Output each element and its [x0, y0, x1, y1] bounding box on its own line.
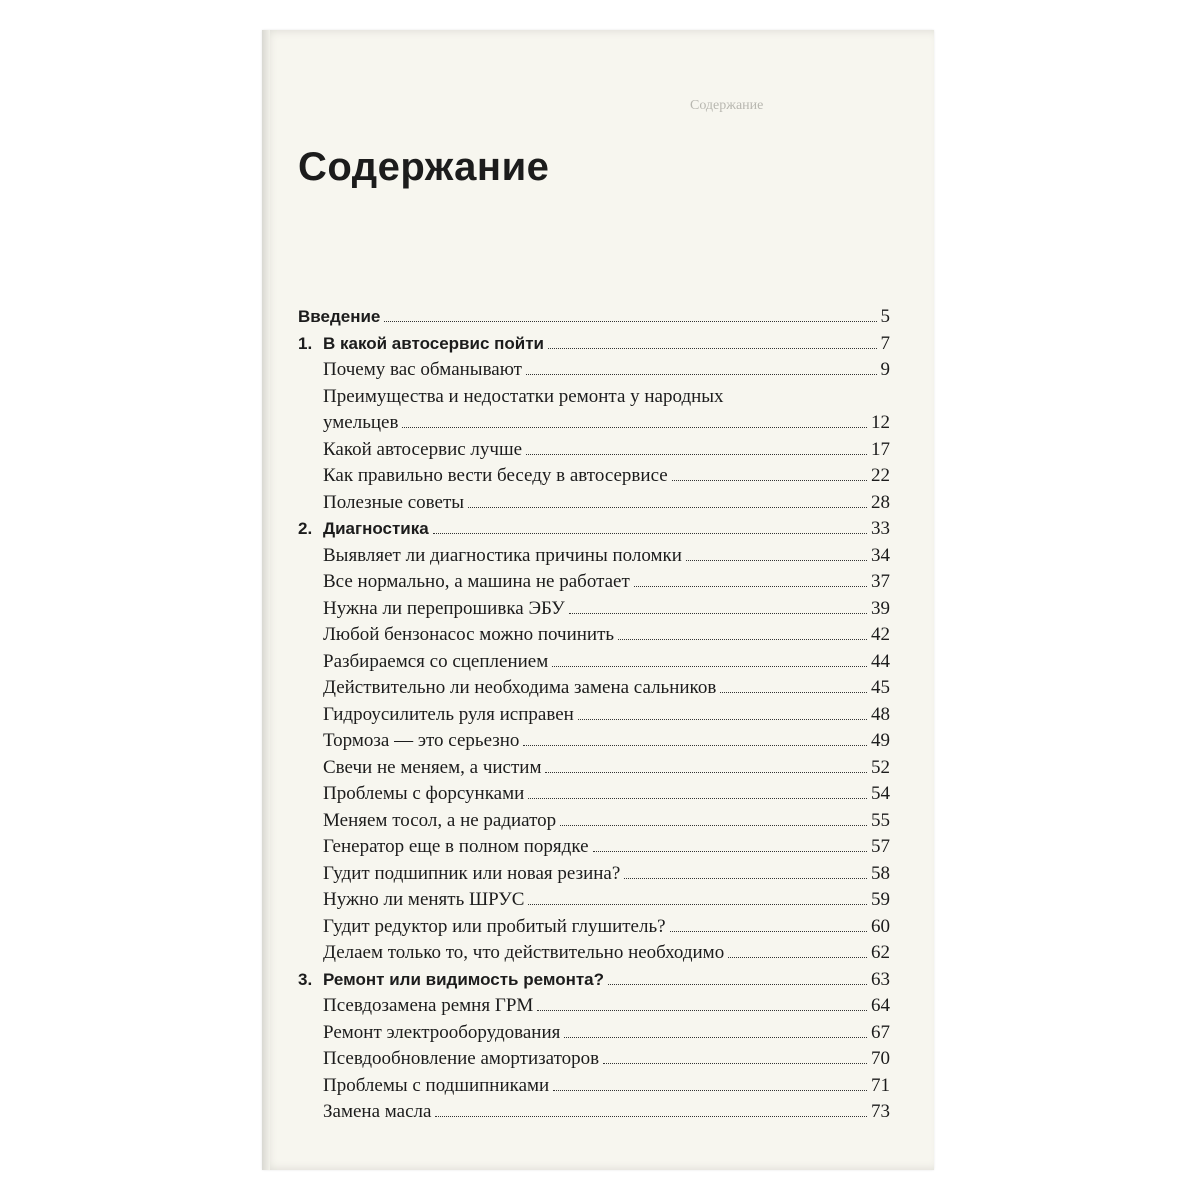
toc-dot-leader — [618, 639, 867, 640]
toc-chapter-entry — [298, 516, 890, 543]
toc-entry-title: Нужно ли менять ШРУС — [323, 889, 525, 910]
toc-page-number: 49 — [871, 730, 890, 751]
table-of-contents — [298, 304, 890, 1126]
toc-page-number: 73 — [871, 1101, 890, 1122]
toc-chapter-number: 1. — [298, 333, 313, 353]
toc-section-entry — [298, 569, 890, 596]
toc-page-number: 37 — [871, 571, 890, 592]
toc-dot-leader — [468, 507, 867, 508]
page-title: Содержание — [298, 145, 550, 189]
running-head: Содержание — [690, 98, 764, 113]
toc-section-entry — [298, 490, 890, 517]
toc-entry-title: Меняем тосол, а не радиатор — [323, 809, 557, 831]
toc-entry-title: Любой бензонасос можно починить — [323, 624, 615, 645]
toc-chapter-number: 3. — [298, 969, 313, 989]
toc-page-number: 57 — [871, 836, 890, 857]
toc-section-entry — [298, 914, 890, 941]
toc-dot-leader — [402, 427, 867, 428]
toc-entry-title: Полезные советы — [323, 491, 465, 513]
toc-dot-leader — [528, 798, 867, 799]
toc-page-number: 60 — [871, 915, 890, 937]
toc-dot-leader — [433, 533, 867, 534]
toc-entry-title: Разбираемся со сцеплением — [323, 650, 549, 672]
toc-dot-leader — [670, 931, 867, 932]
toc-dot-leader — [528, 904, 867, 905]
toc-entry-title: Проблемы с форсунками — [323, 783, 525, 804]
toc-section-entry — [298, 596, 890, 623]
toc-section-entry — [298, 808, 890, 835]
toc-page-number: 33 — [871, 518, 890, 539]
toc-section-entry — [298, 1020, 890, 1047]
toc-section-entry — [298, 755, 890, 782]
toc-entry-title: Нужна ли перепрошивка ЭБУ — [323, 597, 565, 619]
toc-dot-leader — [552, 666, 867, 667]
toc-chapter-entry — [298, 967, 890, 994]
toc-page-number: 44 — [871, 650, 890, 672]
toc-dot-leader — [720, 692, 867, 693]
toc-page-number: 62 — [871, 942, 890, 963]
toc-entry-title: Делаем только то, что действительно необходимо — [323, 942, 725, 963]
toc-section-entry — [298, 940, 890, 967]
toc-page-number: 28 — [871, 491, 890, 513]
toc-entry-title: Все нормально, а машина не работает — [323, 571, 630, 592]
toc-chapter-entry — [298, 331, 890, 358]
toc-page-number: 52 — [871, 756, 890, 778]
toc-section-entry — [298, 728, 890, 755]
toc-entry-title: Псевдообновление амортизаторов — [323, 1048, 600, 1069]
toc-section-entry — [298, 543, 890, 570]
toc-dot-leader — [672, 480, 867, 481]
toc-page-number: 7 — [880, 332, 890, 354]
toc-entry-title: Тормоза — это серьезно — [323, 730, 520, 751]
toc-entry-title: Почему вас обманывают — [323, 359, 522, 380]
toc-dot-leader — [537, 1010, 867, 1011]
toc-dot-leader — [548, 348, 877, 349]
toc-dot-leader — [435, 1116, 867, 1117]
toc-entry-title: Введение — [298, 307, 381, 326]
toc-dot-leader — [526, 454, 867, 455]
toc-section-entry — [298, 861, 890, 888]
toc-page-number: 12 — [871, 412, 890, 433]
toc-page-number: 64 — [871, 995, 890, 1016]
toc-entry-title: Ремонт или видимость ремонта? — [323, 969, 605, 989]
toc-dot-leader — [608, 984, 867, 985]
toc-section-entry — [298, 675, 890, 702]
toc-page-number: 71 — [871, 1074, 890, 1096]
toc-dot-leader — [564, 1037, 867, 1038]
toc-entry-title: Гудит редуктор или пробитый глушитель? — [323, 915, 666, 937]
toc-entry-title: Как правильно вести беседу в автосервисе — [323, 465, 668, 486]
toc-dot-leader — [728, 957, 867, 958]
toc-dot-leader — [553, 1090, 867, 1091]
toc-section-entry — [298, 357, 890, 384]
toc-page-number: 42 — [871, 624, 890, 645]
toc-dot-leader — [569, 613, 867, 614]
toc-page-number: 17 — [871, 438, 890, 460]
toc-section-entry — [298, 1046, 890, 1073]
toc-chapter-number: 2. — [298, 519, 313, 538]
toc-dot-leader — [384, 321, 876, 322]
toc-dot-leader — [545, 772, 867, 773]
toc-entry-title: Какой автосервис лучше — [323, 438, 523, 460]
toc-section-entry — [298, 384, 890, 411]
toc-section-entry — [298, 463, 890, 490]
toc-section-entry — [298, 622, 890, 649]
toc-section-entry — [298, 410, 890, 437]
toc-page-number: 55 — [871, 809, 890, 831]
toc-page-number: 63 — [871, 968, 890, 990]
toc-entry-title: Проблемы с подшипниками — [323, 1074, 550, 1096]
toc-page-number: 9 — [880, 359, 890, 380]
toc-entry-title: Преимущества и недостатки ремонта у народных — [323, 385, 724, 407]
toc-section-entry — [298, 887, 890, 914]
toc-section-entry — [298, 649, 890, 676]
toc-page-number: 67 — [871, 1021, 890, 1043]
toc-page-number: 70 — [871, 1048, 890, 1069]
toc-entry-title: Гудит подшипник или новая резина? — [323, 862, 621, 884]
toc-page-number: 39 — [871, 597, 890, 619]
toc-section-entry — [298, 781, 890, 808]
toc-section-entry — [298, 1099, 890, 1126]
toc-entry-title: Замена масла — [323, 1101, 432, 1122]
toc-entry-title: Генератор еще в полном порядке — [323, 836, 589, 857]
toc-page-number: 34 — [871, 544, 890, 566]
toc-intro-entry — [298, 304, 890, 331]
toc-dot-leader — [634, 586, 867, 587]
toc-entry-title: Диагностика — [323, 519, 429, 538]
toc-section-entry — [298, 1073, 890, 1100]
toc-dot-leader — [560, 825, 867, 826]
toc-page-number: 58 — [871, 862, 890, 884]
toc-dot-leader — [593, 851, 867, 852]
toc-page-number: 5 — [880, 306, 890, 327]
toc-page-number: 59 — [871, 889, 890, 910]
toc-page-number: 54 — [871, 783, 890, 804]
page-gutter-shadow — [262, 30, 270, 1170]
toc-page-number: 45 — [871, 677, 890, 698]
toc-entry-title: Гидроусилитель руля исправен — [323, 703, 574, 725]
toc-entry-title: Действительно ли необходима замена сальников — [323, 677, 717, 698]
toc-section-entry — [298, 437, 890, 464]
toc-entry-title: Ремонт электрооборудования — [323, 1021, 561, 1043]
toc-page-number: 22 — [871, 465, 890, 486]
toc-dot-leader — [523, 745, 867, 746]
toc-entry-title: Псевдозамена ремня ГРМ — [323, 995, 534, 1016]
toc-dot-leader — [578, 719, 867, 720]
toc-entry-title: умельцев — [323, 412, 399, 433]
toc-dot-leader — [603, 1063, 867, 1064]
toc-section-entry — [298, 702, 890, 729]
toc-section-entry — [298, 993, 890, 1020]
toc-page-number: 48 — [871, 703, 890, 725]
toc-entry-title: Свечи не меняем, а чистим — [323, 756, 542, 778]
toc-entry-title: В какой автосервис пойти — [323, 333, 544, 353]
toc-dot-leader — [686, 560, 867, 561]
toc-section-entry — [298, 834, 890, 861]
toc-dot-leader — [624, 878, 867, 879]
toc-entry-title: Выявляет ли диагностика причины поломки — [323, 544, 682, 566]
toc-dot-leader — [526, 374, 877, 375]
